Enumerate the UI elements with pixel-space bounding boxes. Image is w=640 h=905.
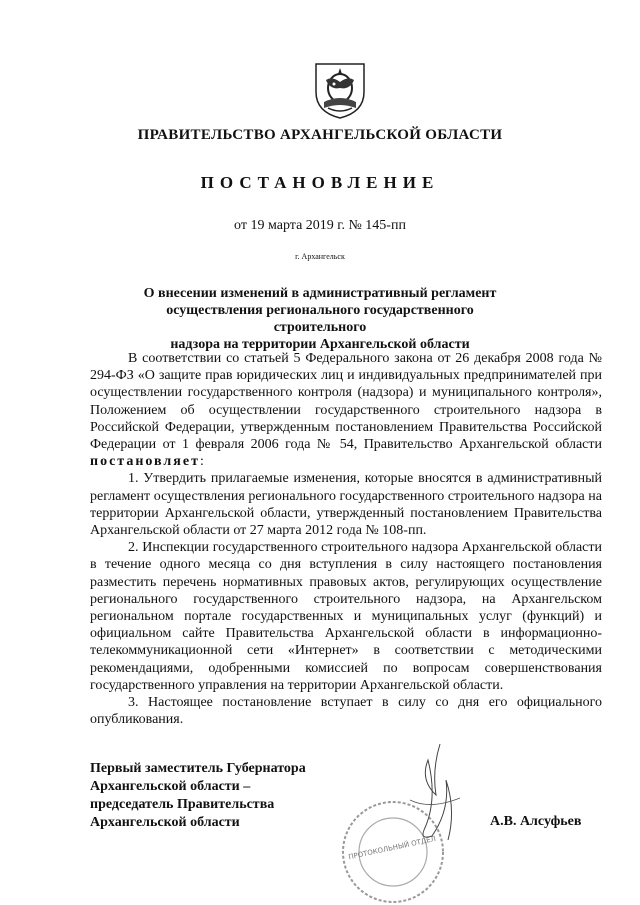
document-body [90,350,602,728]
intro-paragraph [90,350,602,470]
subject-line: надзора на территории Архангельской области [170,337,470,352]
document-subject [120,285,520,353]
stamp-text: ПРОТОКОЛЬНЫЙ ОТДЕЛ [347,834,437,862]
handwritten-signature [390,740,470,850]
city: г. Архангельск [295,252,345,261]
document-type: ПОСТАНОВЛЕНИЕ [200,173,440,192]
resolves-word: постановляет [90,454,200,470]
position-line: Первый заместитель Губернатора [90,761,306,776]
date-and-number: от 19 марта 2019 г. № 145-пп [234,218,406,233]
government-title: ПРАВИТЕЛЬСТВО АРХАНГЕЛЬСКОЙ ОБЛАСТИ [137,127,503,143]
position-line: Архангельской области – [90,779,251,794]
subject-line: осуществления регионального государственного строительного [166,303,474,335]
subject-line: О внесении изменений в административный регламент [143,286,497,301]
signatory-name: А.В. Алсуфьев [490,814,582,829]
position-line: председатель Правительства [90,797,275,812]
intro-text: В соответствии со статьей 5 Федерального закона от 26 декабря 2008 года № 294-ФЗ «О защите прав юридических лиц и индивидуальных предпринимателей при осуществлении государственного контроля (надзора) и муниципального контроля», Положением об осуществлении государственного строительного надзора в Российской Федерации, утвержденным постановлением Правительства Российской Федерации от 1 февраля 2006 года № 54, Правительство Архангельской области [90,351,602,453]
coat-of-arms-emblem [312,58,368,120]
position-line: Архангельской области [90,815,240,830]
paragraph-1: 1. Утвердить прилагаемые изменения, которые вносятся в административный регламент осуществления регионального государственного строительного надзора на территории Архангельской области, утвержденный постановлением Правительства Архангельской области от 27 марта 2012 года № 108-пп. [90,471,602,539]
paragraph-2: 2. Инспекции государственного строительного надзора Архангельской области в течение одного месяца со дня вступления в силу настоящего постановления разместить перечень нормативных правовых актов, регулирующих осуществление регионального государственного строительного надзора, на Архангельском региональном портале государственных и муниципальных услуг (функций) и официальном сайте Правительства Архангельской области в информационно-телекоммуникационной сети «Интернет» в соответствии с методическими рекомендациями, одобренными комиссией по вопросам совершенствования государственного управления на территории Архангельской области. [90,540,602,693]
signatory-position [90,760,306,832]
paragraph-3: 3. Настоящее постановление вступает в силу со дня его официального опубликования. [90,695,602,728]
intro-end: : [199,454,204,470]
